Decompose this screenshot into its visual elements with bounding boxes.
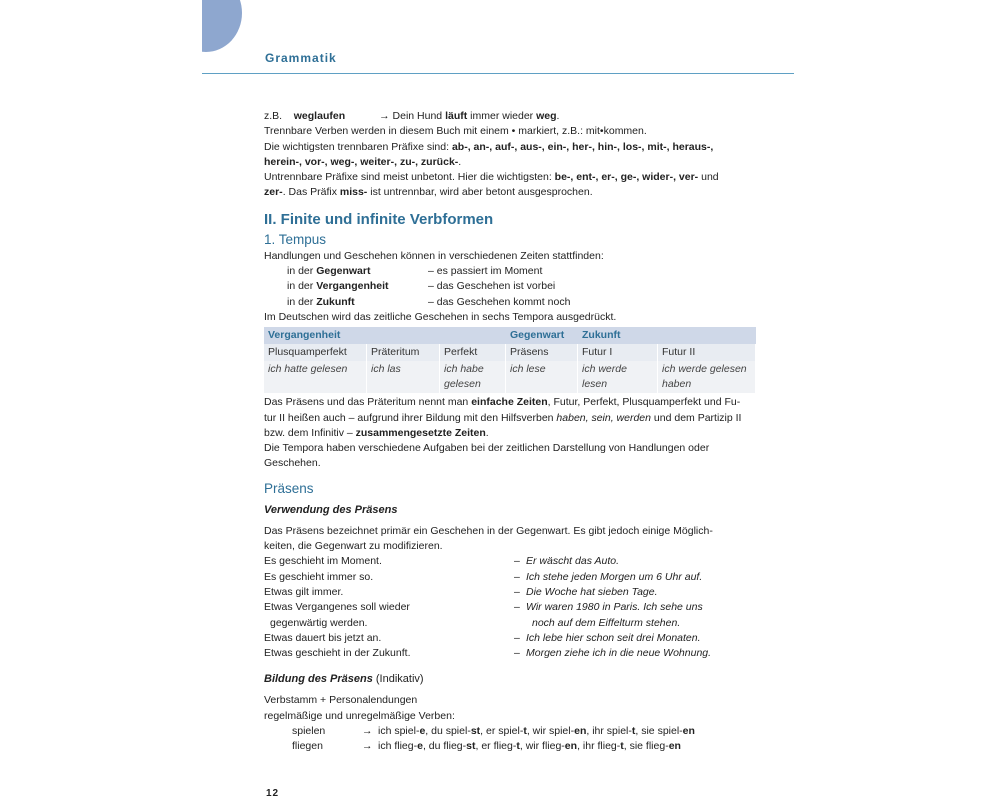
verb-forms: ich flieg-e, du flieg-st, er flieg-t, wir flieg-en, ihr flieg-t, sie flieg-en: [378, 740, 681, 753]
usage-left: Etwas geschieht in der Zukunft.: [264, 647, 411, 660]
usage-left: Es geschieht immer so.: [264, 570, 374, 583]
section-subtitle: 1. Tempus: [264, 231, 327, 247]
verb-infinitive: fliegen: [292, 740, 323, 753]
para-a3-text: bzw. dem Infinitiv –: [264, 426, 356, 439]
line3-bold: ab-, an-, auf-, aus-, ein-, her-, hin-, los-, mit-, heraus-,: [451, 140, 714, 153]
page-content: [264, 109, 760, 755]
para-a2-italic: haben, sein, werden: [556, 411, 651, 424]
para-a1: [264, 395, 760, 410]
para-a3-bold: zusammengesetzte Zeiten: [355, 426, 486, 439]
zb-example-pre: Dein Hund: [392, 110, 446, 122]
intro-line-4: [264, 155, 760, 170]
para-a1-text: Das Präsens und das Präteritum nennt man: [264, 396, 472, 409]
bildung-p2: regelmäßige und unregelmäßige Verben:: [264, 709, 455, 722]
usage-right: noch auf dem Eiffelturm stehen.: [532, 616, 681, 629]
zb-example-b1: läuft: [445, 110, 468, 122]
bildung-title: Bildung des Präsens: [264, 673, 373, 686]
para-a3: [264, 426, 760, 441]
para-b2: Geschehen.: [264, 457, 321, 470]
usage-row: [264, 585, 760, 600]
example-cell: ich werde gelesen haben: [658, 361, 756, 393]
para-a2: [264, 411, 760, 426]
arrow-icon: →: [362, 740, 373, 753]
verb-infinitive: spielen: [292, 725, 326, 738]
corner-decoration: [202, 0, 242, 52]
time-pre: in der: [287, 265, 317, 278]
zb-example-b2: weg: [536, 110, 557, 122]
tense-cell: Präsens: [506, 344, 578, 361]
line5-end: und: [698, 171, 719, 184]
usage-row: [264, 600, 760, 615]
section-p1: Handlungen und Geschehen können in verschiedenen Zeiten stattfinden:: [264, 249, 604, 262]
table-header-row: [264, 327, 756, 344]
example-line: [264, 109, 760, 124]
time-desc: – es passiert im Moment: [428, 265, 543, 278]
tense-cell: Futur II: [658, 344, 756, 361]
example-cell: ich hatte gelesen: [264, 361, 367, 393]
zb-label: z.B.: [264, 110, 283, 122]
line4-end: .: [458, 155, 462, 168]
time-bold: Zukunft: [316, 295, 355, 308]
line3-pre: Die wichtigsten trennbaren Präfixe sind:: [264, 140, 452, 153]
example-cell: ich werde lesen: [578, 361, 658, 393]
usage-left: Etwas Vergangenes soll wieder: [264, 601, 410, 614]
para-a3-end: .: [485, 426, 489, 439]
usage-row: [264, 631, 760, 646]
usage-right: Er wäscht das Auto.: [526, 555, 619, 568]
dash: –: [514, 570, 520, 583]
line6-mid: . Das Präfix: [282, 186, 340, 199]
group-vergangenheit: Vergangenheit: [264, 327, 506, 344]
para-a2-end: und dem Partizip II: [651, 411, 742, 424]
tense-cell: Präteritum: [367, 344, 440, 361]
usage-title: Verwendung des Präsens: [264, 503, 398, 516]
time-item: [287, 295, 760, 310]
bildung-p1: Verbstamm + Personalendungen: [264, 694, 418, 707]
tense-cell: Futur I: [578, 344, 658, 361]
usage-left: gegenwärtig werden.: [270, 616, 368, 629]
table-example-row: [264, 361, 756, 393]
group-gegenwart: Gegenwart: [506, 327, 578, 344]
intro-line-6: [264, 185, 760, 200]
verb-forms: ich spiel-e, du spiel-st, er spiel-t, wir spiel-en, ihr spiel-t, sie spiel-en: [378, 725, 695, 738]
example-cell: ich habe gelesen: [440, 361, 506, 393]
dash: –: [514, 585, 520, 598]
time-item: [287, 264, 760, 279]
usage-right: Wir waren 1980 in Paris. Ich sehe uns: [526, 601, 703, 614]
example-cell: ich lese: [506, 361, 578, 393]
tempora-table: [264, 327, 756, 393]
dash-spacer: [514, 616, 526, 631]
line4-bold: herein-, vor-, weg-, weiter-, zu-, zurück-: [264, 155, 459, 168]
header-title: Grammatik: [265, 51, 337, 65]
line5-bold: be-, ent-, er-, ge-, wider-, ver-: [554, 171, 699, 184]
time-bold: Gegenwart: [316, 265, 371, 278]
arrow-icon: →: [379, 110, 390, 122]
usage-right: Morgen ziehe ich in die neue Wohnung.: [526, 647, 712, 660]
bildung-suffix: (Indikativ): [372, 673, 424, 686]
example-cell: ich las: [367, 361, 440, 393]
usage-row: [264, 570, 760, 585]
table-tense-row: [264, 344, 756, 361]
zb-word: weglaufen: [293, 110, 346, 122]
para-a1-bold: einfache Zeiten: [471, 396, 548, 409]
page-number: 12: [266, 788, 280, 799]
time-pre: in der: [287, 295, 317, 308]
header-rule: [202, 73, 794, 74]
tense-cell: Perfekt: [440, 344, 506, 361]
usage-list: [264, 554, 760, 661]
dash: –: [514, 647, 520, 660]
zb-example-mid: immer wieder: [467, 110, 537, 122]
usage-right: Ich stehe jeden Morgen um 6 Uhr auf.: [526, 570, 703, 583]
intro-line-5: [264, 170, 760, 185]
usage-right: Ich lebe hier schon seit drei Monaten.: [526, 631, 701, 644]
dash: –: [514, 555, 520, 568]
para-a1-end: , Futur, Perfekt, Plusquamperfekt und Fu-: [547, 396, 741, 409]
dash: –: [514, 601, 520, 614]
usage-right: Die Woche hat sieben Tage.: [526, 585, 658, 598]
para-a2-text: tur II heißen auch – aufgrund ihrer Bildung mit den Hilfsverben: [264, 411, 557, 424]
usage-row: [264, 646, 760, 661]
section-p2: Im Deutschen wird das zeitliche Geschehen in sechs Tempora ausgedrückt.: [264, 310, 617, 323]
section-title: II. Finite und infinite Verbformen: [264, 210, 494, 228]
verb-row: [264, 724, 760, 739]
intro-line-2: Trennbare Verben werden in diesem Buch mit einem • markiert, z.B.: mit•kommen.: [264, 125, 647, 138]
arrow-icon: →: [362, 725, 373, 738]
line6-bold2: miss-: [339, 186, 368, 199]
usage-row: [264, 554, 760, 569]
verb-row: [264, 739, 760, 754]
zb-example-end: .: [556, 110, 560, 122]
dash: –: [514, 631, 520, 644]
times-list: [264, 264, 760, 310]
usage-left: Etwas gilt immer.: [264, 585, 344, 598]
praesens-title: Präsens: [264, 480, 314, 496]
line6-bold1: zer-: [264, 186, 283, 199]
para-b1: Die Tempora haben verschiedene Aufgaben bei der zeitlichen Darstellung von Handlungen oder: [264, 442, 710, 455]
time-desc: – das Geschehen ist vorbei: [428, 280, 556, 293]
tense-cell: Plusquamperfekt: [264, 344, 367, 361]
usage-p1: Das Präsens bezeichnet primär ein Geschehen in der Gegenwart. Es gibt jedoch einige Möglich-: [264, 524, 713, 537]
time-desc: – das Geschehen kommt noch: [428, 295, 571, 308]
intro-line-3: [264, 140, 760, 155]
time-bold: Vergangenheit: [316, 280, 389, 293]
line6-end: ist untrennbar, wird aber betont ausgesprochen.: [367, 186, 593, 199]
usage-left: Etwas dauert bis jetzt an.: [264, 631, 382, 644]
usage-row: [264, 616, 760, 631]
time-item: [287, 279, 760, 294]
usage-p2: keiten, die Gegenwart zu modifizieren.: [264, 540, 443, 553]
bildung-heading: [264, 671, 760, 687]
group-zukunft: Zukunft: [578, 327, 756, 344]
line5-pre: Untrennbare Präfixe sind meist unbetont. Hier die wichtigsten:: [264, 171, 555, 184]
time-pre: in der: [287, 280, 317, 293]
usage-left: Es geschieht im Moment.: [264, 555, 382, 568]
